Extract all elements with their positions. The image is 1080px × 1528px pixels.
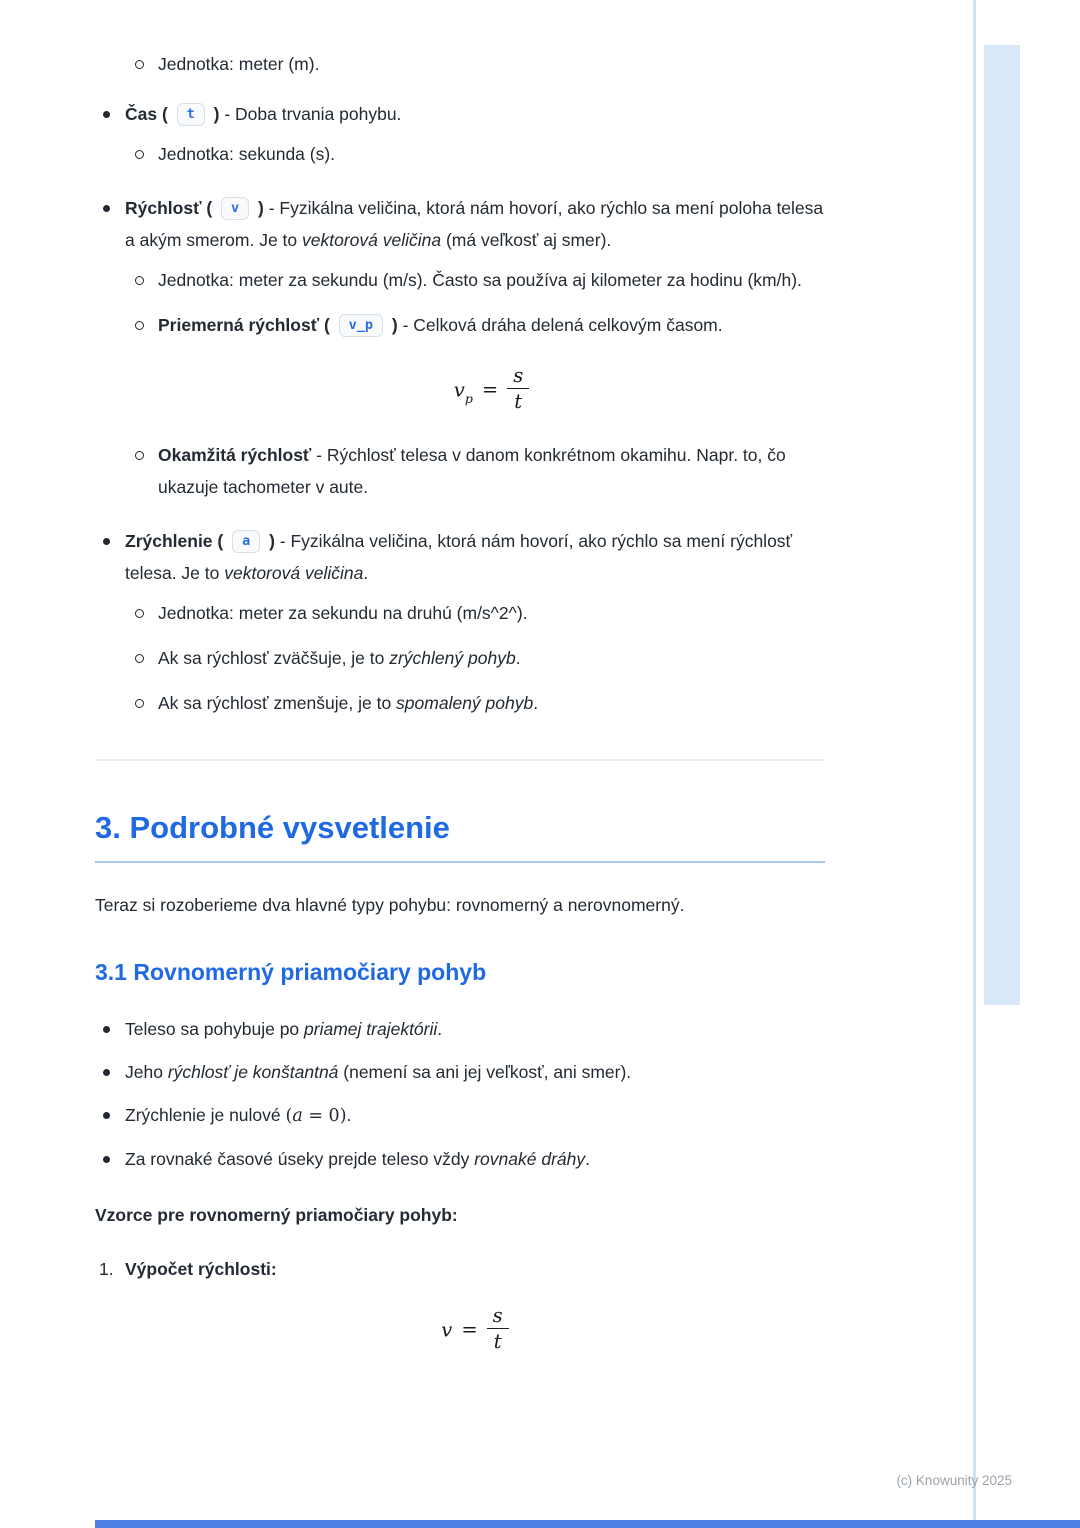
list-item-text: Zrýchlenie ( a ) - Fyzikálna veličina, ktorá nám hovorí, ako rýchlo sa mení rýchlosť telesa. Je to vektorová veličina.: [125, 530, 793, 583]
list-item-text: Jeho rýchlosť je konštantná (nemení sa ani jej veľkosť, ani smer).: [125, 1061, 632, 1082]
math-fraction: [487, 1305, 509, 1353]
list-item-unit-meter: [125, 48, 825, 80]
list-item-equal-distances: [95, 1143, 825, 1175]
section-intro-paragraph: Teraz si rozoberieme dva hlavné typy pohybu: rovnomerný a nerovnomerný.: [95, 894, 685, 915]
list-item-text: Zrýchlenie je nulové (a = 0).: [125, 1104, 352, 1126]
list-item-zero-acceleration: [95, 1099, 825, 1132]
math-numerator: s: [487, 1305, 509, 1329]
formulas-steps-list: [95, 1253, 825, 1285]
uniform-motion-list: [95, 1013, 825, 1175]
inline-code-token: t: [177, 103, 205, 126]
list-item-text: Priemerná rýchlosť ( v_p ) - Celková dráha delená celkovým časom.: [158, 315, 723, 335]
math-variable: v: [441, 1318, 453, 1342]
list-item-unit-second: [125, 138, 825, 170]
formula-average-speed: [125, 364, 825, 415]
sub-list-rychlost: [125, 264, 825, 503]
list-item-text: Jednotka: meter (m).: [158, 54, 320, 74]
list-item-trajectory: [95, 1013, 825, 1045]
bottom-accent-bar: [95, 1520, 1080, 1528]
list-item-instant-speed: [125, 439, 825, 503]
list-item-text: Jednotka: sekunda (s).: [158, 144, 336, 164]
document-content: [95, 0, 825, 1355]
step-item-speed-calculation: [95, 1253, 825, 1285]
list-item-unit-mps2: [125, 597, 825, 629]
list-item-text: Jednotka: meter za sekundu na druhú (m/s^2^).: [158, 602, 528, 623]
math-fraction: [507, 365, 529, 413]
orphan-sub-list: [125, 48, 825, 80]
section-divider: [95, 759, 825, 761]
math-subscript: p: [464, 391, 473, 407]
step-number: 1.: [99, 1258, 114, 1279]
inline-code-token: v_p: [339, 314, 383, 337]
list-item-text: Čas ( t ) - Doba trvania pohybu.: [125, 104, 402, 124]
subsection-heading: 3.1 Rovnomerný priamočiary pohyb: [95, 958, 487, 985]
footer-credit: (c) Knowunity 2025: [896, 1473, 1012, 1488]
list-item-zrychlenie: [95, 525, 825, 719]
formulas-label: Vzorce pre rovnomerný priamočiary pohyb:: [95, 1204, 458, 1225]
formula-speed: [125, 1303, 825, 1355]
step-label: Výpočet rýchlosti:: [125, 1258, 277, 1279]
math-denominator: t: [493, 1330, 502, 1354]
math-expression: [441, 1303, 508, 1355]
math-equals: =: [481, 378, 499, 402]
list-item-constant-speed: [95, 1056, 825, 1088]
scrollbar-thumb[interactable]: [984, 45, 1020, 1005]
list-item-accelerated-motion: [125, 642, 825, 674]
math-expression: [453, 364, 529, 415]
list-item-decelerated-motion: [125, 687, 825, 719]
math-numerator: s: [507, 365, 529, 389]
list-item-text: Jednotka: meter za sekundu (m/s). Často sa používa aj kilometer za hodinu (km/h).: [158, 270, 802, 290]
sub-list-zrychlenie: [125, 597, 825, 719]
quantities-list: [95, 98, 825, 719]
page-edge-line: [973, 0, 976, 1528]
section-heading: 3. Podrobné vysvetlenie: [95, 809, 825, 863]
list-item-rychlost: [95, 192, 825, 503]
list-item-average-speed: [125, 309, 825, 341]
list-item-cas: [95, 98, 825, 170]
math-variable: v: [453, 378, 465, 402]
sub-list-cas: [125, 138, 825, 170]
list-item-text: Teleso sa pohybuje po priamej trajektórii.: [125, 1018, 443, 1039]
list-item-unit-mps: [125, 264, 825, 296]
list-item-text: Za rovnaké časové úseky prejde teleso vždy rovnaké dráhy.: [125, 1148, 590, 1169]
math-denominator: t: [514, 390, 523, 414]
math-equals: =: [461, 1318, 478, 1342]
inline-code-token: a: [232, 530, 260, 553]
list-item-text: Okamžitá rýchlosť - Rýchlosť telesa v danom konkrétnom okamihu. Napr. to, čo ukazuje tachometer v aute.: [158, 444, 786, 497]
list-item-text: Ak sa rýchlosť zväčšuje, je to zrýchlený pohyb.: [158, 647, 521, 668]
list-item-text: Ak sa rýchlosť zmenšuje, je to spomalený pohyb.: [158, 692, 539, 713]
inline-code-token: v: [221, 197, 249, 220]
list-item-text: Rýchlosť ( v ) - Fyzikálna veličina, ktorá nám hovorí, ako rýchlo sa mení poloha telesa a akým smerom. Je to vektorová veličina (má veľkosť aj smer).: [125, 198, 824, 250]
